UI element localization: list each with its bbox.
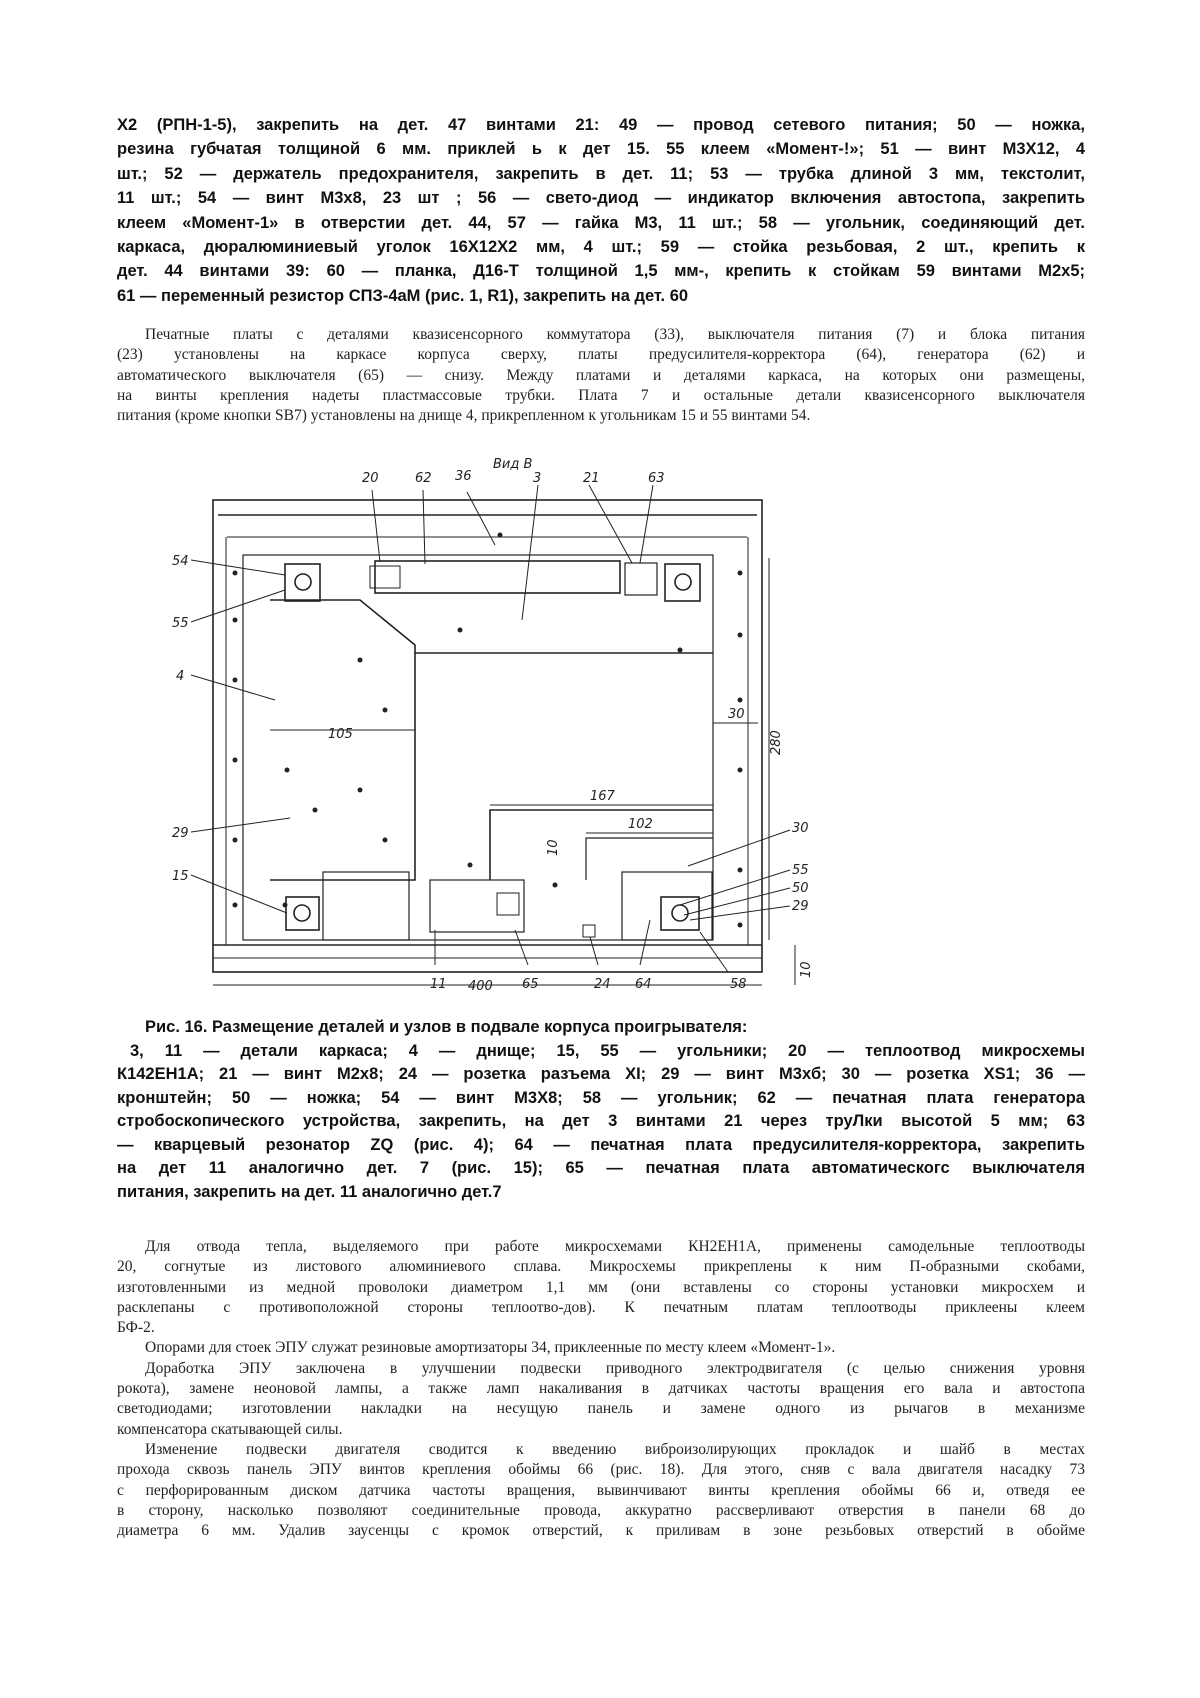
callout-21: 21 — [583, 471, 600, 486]
callout-63: 63 — [648, 471, 665, 486]
callout-30: 30 — [792, 821, 809, 836]
callout-4: 4 — [176, 669, 185, 684]
callout-54: 54 — [172, 554, 189, 569]
callout-11: 11 — [430, 977, 447, 992]
dimension-400: 400 — [468, 979, 493, 994]
text-line: Для отвода тепла, выделяемого при работе микросхемами КН2ЕН1А, применены самодельные теплоотводы — [145, 1238, 1085, 1255]
caption-line: стробоскопического устройства, закрепить, на дет 3 винтами 21 через труЛки высотой 5 мм; 63 — [117, 1112, 1085, 1130]
text-line: шт.; 52 — держатель предохранителя, закрепить в дет. 11; 53 — трубка длиной 3 мм, текстолит, — [117, 164, 1085, 183]
text-line: X2 (РПН-1-5), закрепить на дет. 47 винтами 21: 49 — провод сетевого питания; 50 — ножка, — [117, 116, 1085, 134]
text-line: каркаса, дюралюминиевый уголок 16Х12Х2 мм, 4 шт.; 59 — стойка резьбовая, 2 шт., крепить к — [117, 238, 1085, 257]
callout-64: 64 — [635, 977, 652, 992]
text-line: 11 шт.; 54 — винт М3х8, 23 шт ; 56 — свето-диод — индикатор включения автостопа, закрепить — [117, 189, 1085, 208]
text-line: с перфорированным диском датчика частоты вращения, вывинчивают винты крепления обоймы 66 и, отведя ее — [117, 1481, 1085, 1499]
text-line: 20, согнутые из листового алюминиевого сплава. Микросхемы прикреплены к ним П-образными скобами, — [117, 1258, 1085, 1276]
caption-line: кронштейн; 50 — ножка; 54 — винт М3Х8; 58 — угольник; 62 — печатная плата генератора — [117, 1088, 1085, 1107]
text-line: питания (кроме кнопки SB7) установлены на днище 4, прикрепленном к угольникам 15 и 55 винтами 54. — [117, 407, 811, 425]
dimension-10-outer: 10 — [799, 961, 814, 978]
callout-58: 58 — [730, 977, 747, 992]
text-line: Изменение подвески двигателя сводится к введению виброизолирующих прокладок и шайб в местах — [145, 1440, 1085, 1458]
text-line: Доработка ЭПУ заключена в улучшении подвески приводного электродвигателя (с целью снижения уровня — [145, 1359, 1085, 1377]
callout-24: 24 — [594, 977, 611, 992]
callout-50: 50 — [792, 881, 809, 896]
text-line: БФ-2. — [117, 1319, 155, 1337]
callout-29-left: 29 — [172, 826, 189, 841]
text-line: прохода сквозь панель ЭПУ винтов крепления обоймы 66 (рис. 18). Для этого, сняв с вала двигателя насадку 73 — [117, 1461, 1085, 1479]
text-line: клеем «Момент-1» в отверстии дет. 44, 57 — гайка М3, 11 шт.; 58 — угольник, соединяющий дет. — [117, 213, 1085, 232]
callout-29-right: 29 — [792, 899, 809, 914]
drawing-lines — [191, 485, 795, 985]
dimension-280: 280 — [769, 730, 784, 755]
text-line: компенсатора скатывающей силы. — [117, 1420, 343, 1438]
text-line: расклепаны с противоположной стороны теплоотво-дов). К печатным платам теплоотводы приклеены клеем — [117, 1298, 1085, 1316]
callout-15: 15 — [172, 869, 189, 884]
text-line: 61 — переменный резистор СПЗ-4аМ (рис. 1, R1), закрепить на дет. 60 — [117, 286, 689, 305]
callout-36: 36 — [455, 469, 472, 484]
caption-line: К142ЕН1А; 21 — винт М2х8; 24 — розетка разъема XI; 29 — винт М3хб; 30 — розетка XS1; 36 — — [117, 1065, 1085, 1083]
caption-line: 3, 11 — детали каркаса; 4 — днище; 15, 55 — угольники; 20 — теплоотвод микросхемы — [130, 1041, 1085, 1060]
text-line: (23) установлены на каркасе корпуса сверху, платы предусилителя-корректора (64), генератора (62) и — [117, 346, 1085, 364]
dimension-30: 30 — [728, 707, 745, 722]
body-text — [117, 1237, 1085, 1541]
callout-55-right: 55 — [792, 863, 809, 878]
text-line: диаметра 6 мм. Удалив заусенцы с кромок отверстий, к приливам в зоне резьбовых отверстий в обойме — [117, 1522, 1085, 1540]
caption-line: на дет 11 аналогично дет. 7 (рис. 15); 65 — печатная плата автоматическогс выключателя — [117, 1159, 1085, 1177]
text-line: изготовленными из медной проволоки диаметром 1,1 мм (они вставлены со стороны установки микросхем и — [117, 1278, 1085, 1296]
text-line: светодиодами; изготовлении накладки на несущую панель и замене одного из рычагов в механизме — [117, 1400, 1085, 1418]
text-line: Печатные платы с деталями квазисенсорного коммутатора (33), выключателя питания (7) и блока питания — [145, 326, 1085, 343]
text-line: автоматического выключателя (65) — снизу. Между платами и деталями каркаса, на которых они размещены, — [117, 366, 1085, 384]
callout-55-left: 55 — [172, 616, 189, 631]
view-label: Вид В — [493, 457, 533, 472]
callout-3: 3 — [533, 471, 542, 486]
text-line: резина губчатая толщиной 6 мм. приклей ь к дет 15. 55 клеем «Момент-!»; 51 — винт М3Х12, 4 — [117, 140, 1085, 159]
caption-line: — кварцевый резонатор ZQ (рис. 4); 64 — печатная плата предусилителя-корректора, закрепить — [117, 1135, 1085, 1154]
dimension-102: 102 — [628, 817, 653, 832]
dimension-105: 105 — [328, 727, 353, 742]
caption-title: Рис. 16. Размещение деталей и узлов в подвале корпуса проигрывателя: — [145, 1018, 748, 1036]
caption-line: питания, закрепить на дет. 11 аналогично дет.7 — [117, 1182, 502, 1201]
text-line: рокота), замене неоновой лампы, а также ламп накаливания в датчиках частоты вращения его вала и автостопа — [117, 1380, 1085, 1398]
callout-62: 62 — [415, 471, 432, 486]
text-line: в сторону, насколько позволяют соединительные провода, аккуратно рассверливают отверстия в панели 68 до — [117, 1501, 1085, 1519]
callout-65: 65 — [522, 977, 539, 992]
text-line: Опорами для стоек ЭПУ служат резиновые амортизаторы 34, приклеенные по месту клеем «Момент-1». — [145, 1339, 836, 1357]
figure-caption — [117, 1016, 1085, 1204]
dimension-167: 167 — [590, 789, 615, 804]
callout-20: 20 — [362, 471, 379, 486]
text-line: дет. 44 винтами 39: 60 — планка, Д16-Т толщиной 1,5 мм-, крепить к стойкам 59 винтами М2х5; — [117, 262, 1085, 281]
text-line: на винты крепления надеты пластмассовые трубки. Плата 7 и остальные детали квазисенсорного выключателя — [117, 386, 1085, 404]
dimension-10-inner: 10 — [546, 839, 561, 856]
